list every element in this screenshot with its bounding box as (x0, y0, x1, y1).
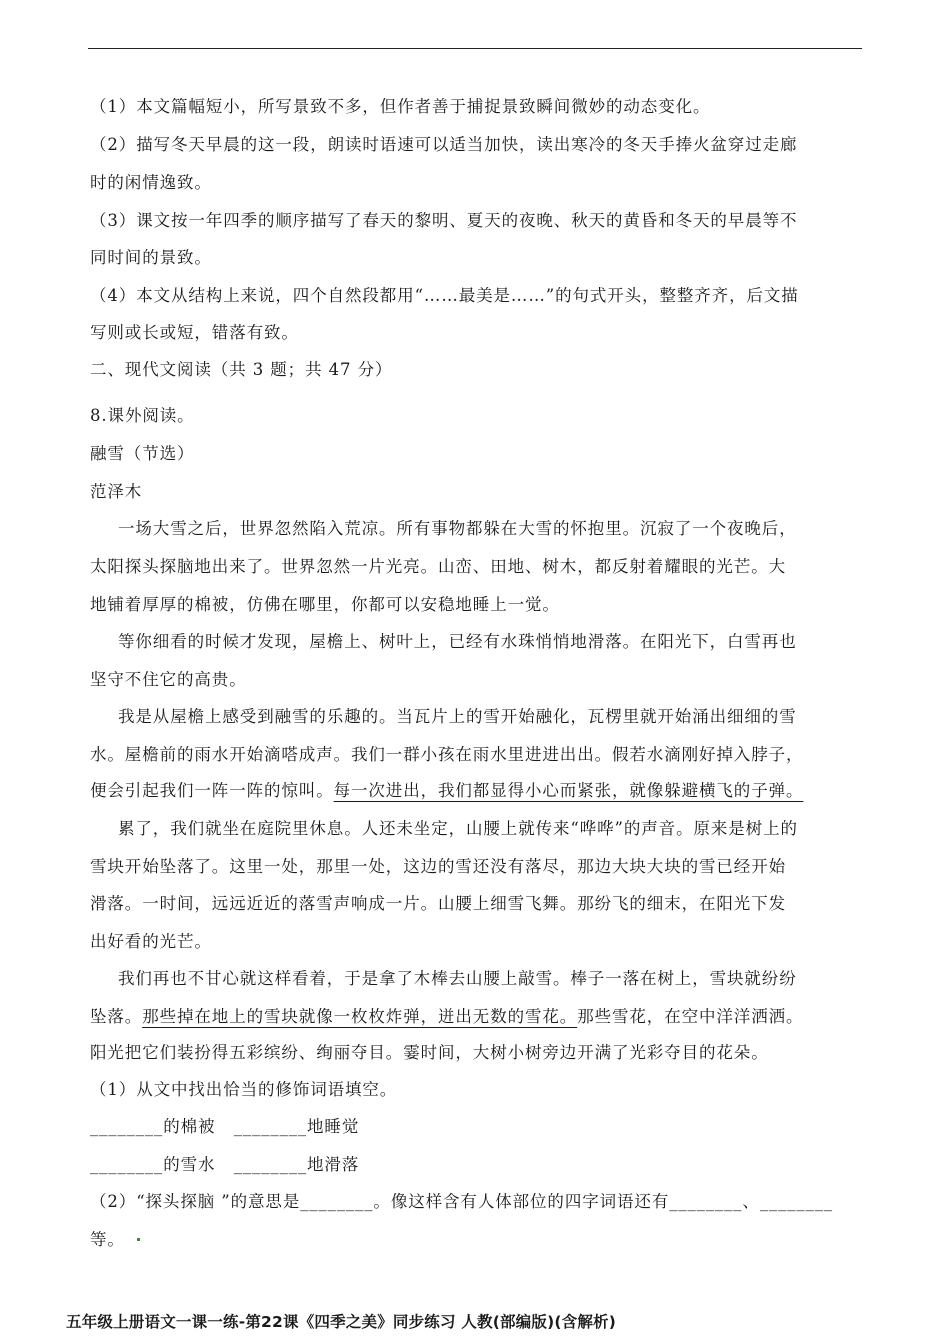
sub-question-1-blanks-row-2: ________的雪水 ________地滑落 (90, 1155, 360, 1174)
passage-p2-line-1: 等你细看的时候才发现，屋檐上、树叶上，已经有水珠悄悄地滑落。在阳光下，白雪再也 (118, 632, 797, 651)
passage-p3-line-1: 我是从屋檐上感受到融雪的乐趣的。当瓦片上的雪开始融化，瓦楞里就开始涌出细细的雪 (118, 707, 797, 726)
sub-question-1: （1）从文中找出恰当的修饰词语填空。 (90, 1080, 398, 1099)
passage-p5-text-b: 那些雪花，在空中洋洋洒洒。 (577, 1007, 804, 1026)
underlined-sentence-1: 每一次进出，我们都显得小心而紧张，就像躲避横飞的子弹。 (333, 781, 804, 800)
note-1: （1）本文篇幅短小，所写景致不多，但作者善于捕捉景致瞬间微妙的动态变化。 (90, 97, 711, 116)
note-4-line-2: 写则或长或短，错落有致。 (90, 323, 299, 342)
passage-author: 范泽木 (90, 482, 143, 501)
passage-p3-text: 便会引起我们一阵一阵的惊叫。 (90, 781, 334, 800)
document-footer-title: 五年级上册语文一课一练-第22课《四季之美》同步练习 人教(部编版)(含解析) (66, 1313, 617, 1331)
sub-question-2-line-2: 等。 (90, 1230, 125, 1249)
passage-p5-line-1: 我们再也不甘心就这样看着，于是拿了木棒去山腰上敲雪。棒子一落在树上，雪块就纷纷 (118, 969, 797, 988)
passage-p4-line-1: 累了，我们就坐在庭院里休息。人还未坐定，山腰上就传来“哗哗”的声音。原来是树上的 (118, 819, 798, 838)
passage-p1-line-2: 太阳探头探脑地出来了。世界忽然一片光亮。山峦、田地、树木，都反射着耀眼的光芒。大 (90, 557, 786, 576)
underlined-sentence-2: 那些掉在地上的雪块就像一枚枚炸弹，迸出无数的雪花。 (142, 1007, 578, 1026)
section-heading: 二、现代文阅读（共 3 题；共 47 分） (90, 360, 393, 379)
note-2-line-2: 时的闲情逸致。 (90, 173, 212, 192)
header-rule (88, 48, 862, 49)
sub-question-1-blanks-row-1: ________的棉被 ________地睡觉 (90, 1117, 360, 1136)
note-3-line-2: 同时间的景致。 (90, 248, 212, 267)
sub-question-2-line-1: （2）“探头探脑 ”的意思是________。像这样含有人体部位的四字词语还有________、________ (90, 1192, 834, 1211)
passage-p3-line-2: 水。屋檐前的雨水开始滴嗒成声。我们一群小孩在雨水里进进出出。假若水滴刚好掉入脖子， (90, 745, 804, 764)
passage-p4-line-4: 出好看的光芒。 (90, 932, 212, 951)
passage-p5-line-2 (90, 1006, 803, 1028)
passage-p4-line-2: 雪块开始坠落了。这里一处，那里一处，这边的雪还没有落尽，那边大块大块的雪已经开始 (90, 857, 786, 876)
passage-p5-text-a: 坠落。 (90, 1007, 143, 1026)
passage-p5-line-3: 阳光把它们装扮得五彩缤纷、绚丽夺目。霎时间，大树小树旁边开满了光彩夺目的花朵。 (90, 1043, 769, 1062)
note-3-line-1: （3）课文按一年四季的顺序描写了春天的黎明、夏天的夜晚、秋天的黄昏和冬天的早晨等不 (90, 211, 798, 230)
question-8-label: 8.课外阅读。 (90, 406, 195, 425)
passage-p4-line-3: 滑落。一时间，远远近近的落雪声响成一片。山腰上细雪飞舞。那纷飞的细末，在阳光下发 (90, 894, 786, 913)
passage-title: 融雪（节选） (90, 444, 195, 463)
green-mark (137, 1238, 140, 1241)
note-2-line-1: （2）描写冬天早晨的这一段，朗读时语速可以适当加快，读出寒冷的冬天手捧火盆穿过走廊 (90, 135, 798, 154)
note-4-line-1: （4）本文从结构上来说，四个自然段都用“……最美是……”的句式开头，整整齐齐，后文描 (90, 286, 799, 305)
passage-p3-line-3 (90, 780, 803, 802)
passage-p2-line-2: 坚守不住它的高贵。 (90, 670, 247, 689)
passage-p1-line-1: 一场大雪之后，世界忽然陷入荒凉。所有事物都躲在大雪的怀抱里。沉寂了一个夜晚后， (118, 519, 797, 538)
passage-p1-line-3: 地铺着厚厚的棉被，仿佛在哪里，你都可以安稳地睡上一觉。 (90, 595, 560, 614)
